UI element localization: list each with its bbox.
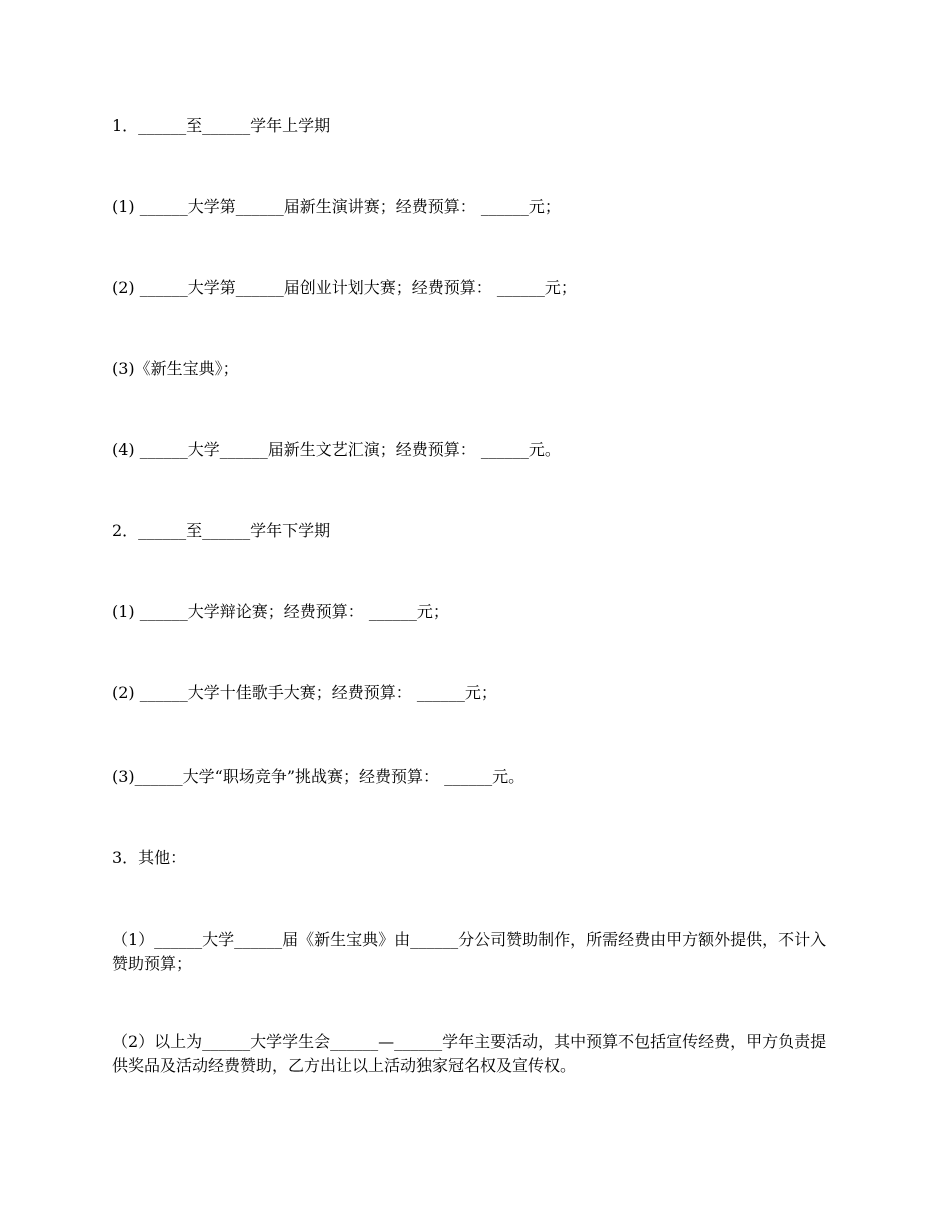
paragraph-rights-statement: （2）以上为______大学学生会______—______学年主要活动，其中预算不包括宣传经费，甲方负责提供奖品及活动经费赞助，乙方出让以上活动独家冠名权及宣传权。 xyxy=(112,1032,827,1075)
list-item-art-performance: (4) ______大学______届新生文艺汇演；经费预算： ______元。 xyxy=(112,440,561,459)
list-item-business-plan-contest: (2) ______大学第______届创业计划大赛；经费预算： ______元； xyxy=(112,278,577,297)
list-item-freshman-guide: (3)《新生宝典》； xyxy=(112,359,239,378)
list-item-career-challenge: (3)______大学“职场竞争”挑战赛；经费预算： ______元。 xyxy=(112,767,525,786)
list-item-singer-contest: (2) ______大学十佳歌手大赛；经费预算： ______元； xyxy=(112,683,497,702)
section-heading-first-semester: 1．______至______学年上学期 xyxy=(112,116,331,135)
section-heading-second-semester: 2．______至______学年下学期 xyxy=(112,521,331,540)
section-heading-other: 3．其他： xyxy=(112,848,187,867)
list-item-speech-contest: (1) ______大学第______届新生演讲赛；经费预算： ______元； xyxy=(112,197,561,216)
paragraph-guide-sponsorship: （1）______大学______届《新生宝典》由______分公司赞助制作，所需经费由甲方额外提供，不计入赞助预算； xyxy=(112,930,827,973)
list-item-debate-contest: (1) ______大学辩论赛；经费预算： ______元； xyxy=(112,602,449,621)
